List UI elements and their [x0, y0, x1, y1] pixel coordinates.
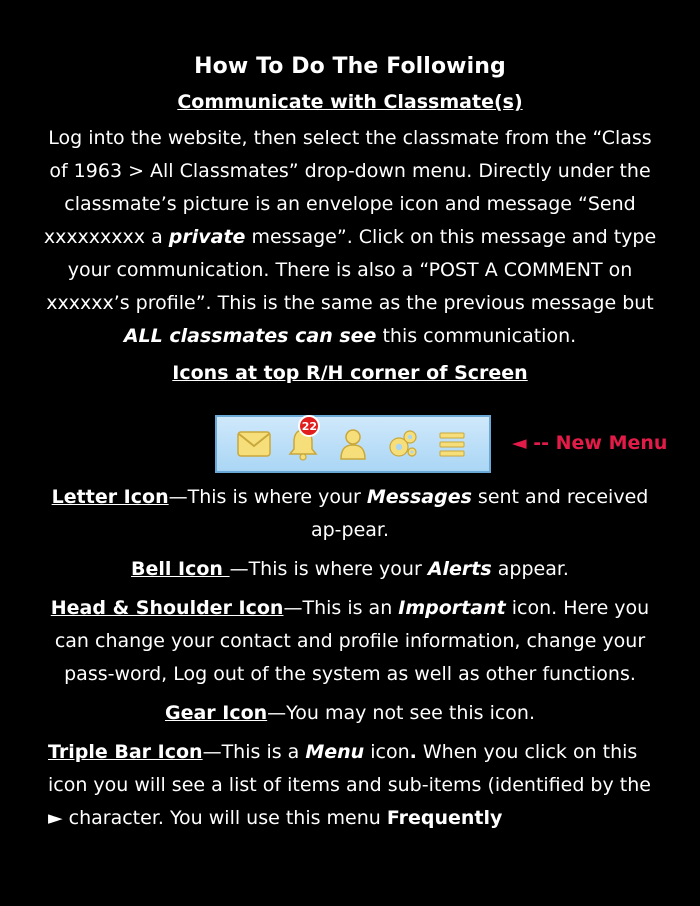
letter-text-2: sent and received ap-pear. [310, 486, 649, 541]
section-heading-communicate: Communicate with Classmate(s) [177, 91, 523, 113]
head-shoulder-icon-label: Head & Shoulder Icon [50, 597, 284, 619]
private-emphasis: private [168, 226, 246, 248]
section-heading-icons: Icons at top R/H corner of Screen [172, 362, 528, 384]
icon-toolbar-image [215, 415, 491, 473]
bell-text-1: —This is where your [229, 558, 428, 580]
gear-icon-paragraph [40, 697, 660, 730]
triple-text-1: —This is a [202, 741, 306, 763]
gear-text-1: —You may not see this icon. [267, 702, 536, 724]
letter-icon-label: Letter Icon [51, 486, 169, 508]
messages-emphasis: Messages [366, 486, 472, 508]
communicate-text-2: message”. Click on this message and type your communication. There is also a “POST A COMMENT on xxxxxx’s profile”. This is the same as the previous message but [46, 226, 657, 314]
gear-icon [384, 425, 422, 463]
all-classmates-emphasis: ALL classmates can see [123, 325, 377, 347]
gear-icon-label: Gear Icon [164, 702, 268, 724]
triple-period: . [409, 741, 417, 763]
triple-bar-icon-label: Triple Bar Icon [48, 741, 203, 763]
letter-text-1: —This is where your [168, 486, 367, 508]
triple-text-3: When you click on this icon you will see a list of items and sub-items (identified by the ► character. You will use this menu [48, 741, 651, 829]
letter-icon-paragraph [40, 481, 660, 547]
head-icon-paragraph [40, 592, 660, 691]
triple-bar-icon-paragraph [48, 736, 654, 835]
page-title: How To Do The Following [194, 54, 506, 79]
communicate-text-3: this communication. [376, 325, 577, 347]
person-icon [334, 425, 372, 463]
bell-text-2: appear. [491, 558, 569, 580]
communicate-paragraph [40, 122, 660, 353]
notification-badge: 22 [298, 415, 320, 437]
alerts-emphasis: Alerts [427, 558, 492, 580]
head-text-2: icon. Here you can change your contact and profile information, change your pass-word, Log out of the system as well as other functions. [54, 597, 650, 685]
bell-icon-paragraph [40, 553, 660, 586]
menu-icon [433, 425, 471, 463]
icon-row [0, 413, 700, 473]
communicate-text-1: Log into the website, then select the classmate from the “Class of 1963 > All Classmates” drop-down menu. Directly under the classmate’s picture is an envelope icon and message “Send xxxxxxxxx a [43, 127, 652, 248]
bell-icon [284, 419, 322, 463]
envelope-icon [235, 425, 273, 463]
bell-icon-label: Bell Icon [131, 558, 230, 580]
triple-text-2: icon [364, 741, 410, 763]
new-menu-callout: ◄ -- New Menu [512, 432, 668, 454]
head-text-1: —This is an [283, 597, 399, 619]
frequently-emphasis: Frequently [386, 807, 503, 829]
menu-emphasis: Menu [305, 741, 365, 763]
important-emphasis: Important [398, 597, 506, 619]
